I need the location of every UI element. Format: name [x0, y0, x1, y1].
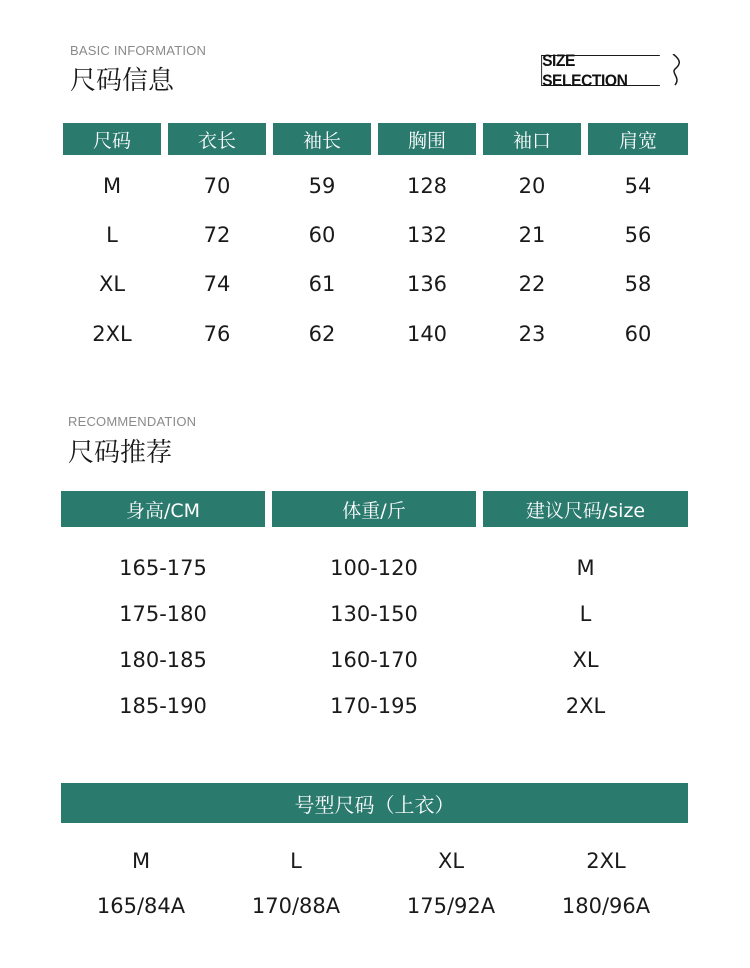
cell-chest: 140	[406, 322, 448, 346]
cell-size: XL	[98, 272, 126, 296]
cell-chest: 136	[406, 272, 448, 296]
cell-suggested-size: XL	[572, 648, 599, 672]
cell-shoulder: 60	[624, 322, 652, 346]
cell-length: 76	[203, 322, 231, 346]
cell-suggested-size: L	[579, 602, 592, 626]
cell-size: 2XL	[92, 322, 132, 346]
cell-length: 74	[203, 272, 231, 296]
table-row	[61, 550, 688, 586]
cell-shoulder: 58	[624, 272, 652, 296]
cell-height: 165-175	[119, 556, 207, 580]
model-size: M	[131, 849, 151, 873]
header-length: 衣长	[168, 123, 266, 155]
size-selection-text: SIZE SELECTION	[541, 55, 660, 86]
cell-shoulder: 54	[624, 174, 652, 198]
cell-length: 72	[203, 223, 231, 247]
cell-weight: 170-195	[330, 694, 418, 718]
cell-cuff: 21	[518, 223, 546, 247]
model-code: 175/92A	[406, 894, 496, 918]
table-row	[63, 168, 688, 204]
model-size: L	[290, 849, 302, 873]
cell-height: 185-190	[119, 694, 207, 718]
model-size: XL	[437, 849, 465, 873]
model-size: 2XL	[586, 849, 626, 873]
table-row	[61, 642, 688, 678]
cell-cuff: 20	[518, 174, 546, 198]
cell-cuff: 22	[518, 272, 546, 296]
header-suggested-size: 建议尺码/size	[483, 491, 688, 527]
cell-size: L	[106, 223, 118, 247]
header-height: 身高/CM	[61, 491, 265, 527]
header-sleeve: 袖长	[273, 123, 371, 155]
cell-weight: 130-150	[330, 602, 418, 626]
cell-chest: 132	[406, 223, 448, 247]
cell-length: 70	[203, 174, 231, 198]
header-cuff: 袖口	[483, 123, 581, 155]
model-code: 165/84A	[96, 894, 186, 918]
header-shoulder: 肩宽	[588, 123, 688, 155]
cell-sleeve: 61	[308, 272, 336, 296]
cell-chest: 128	[406, 174, 448, 198]
recommendation-title: 尺码推荐	[68, 438, 173, 468]
header-chest: 胸围	[378, 123, 476, 155]
cell-height: 180-185	[119, 648, 207, 672]
cell-sleeve: 59	[308, 174, 336, 198]
cell-weight: 160-170	[330, 648, 418, 672]
header-weight: 体重/斤	[272, 491, 476, 527]
cell-sleeve: 62	[308, 322, 336, 346]
model-code: 170/88A	[251, 894, 341, 918]
cell-height: 175-180	[119, 602, 207, 626]
recommend-table-header	[61, 491, 688, 527]
cell-size: M	[102, 174, 122, 198]
table-row	[61, 688, 688, 724]
cell-shoulder: 56	[624, 223, 652, 247]
table-row	[63, 266, 688, 302]
cell-sleeve: 60	[308, 223, 336, 247]
size-selection-badge	[536, 50, 674, 90]
cell-cuff: 23	[518, 322, 546, 346]
table-row	[61, 596, 688, 632]
basic-info-label: BASIC INFORMATION	[70, 43, 207, 58]
model-size-row	[61, 843, 688, 879]
model-code-row	[61, 888, 688, 924]
recommendation-label: RECOMMENDATION	[68, 414, 197, 429]
table-row	[63, 217, 688, 253]
header-size: 尺码	[63, 123, 161, 155]
cell-suggested-size: 2XL	[565, 694, 606, 718]
badge-wavy-edge-icon	[672, 54, 684, 86]
model-size-bar: 号型尺码（上衣）	[61, 783, 688, 823]
size-table-header	[63, 123, 688, 155]
cell-weight: 100-120	[330, 556, 418, 580]
model-code: 180/96A	[561, 894, 651, 918]
table-row	[63, 316, 688, 352]
basic-info-title: 尺码信息	[70, 66, 175, 96]
cell-suggested-size: M	[576, 556, 595, 580]
